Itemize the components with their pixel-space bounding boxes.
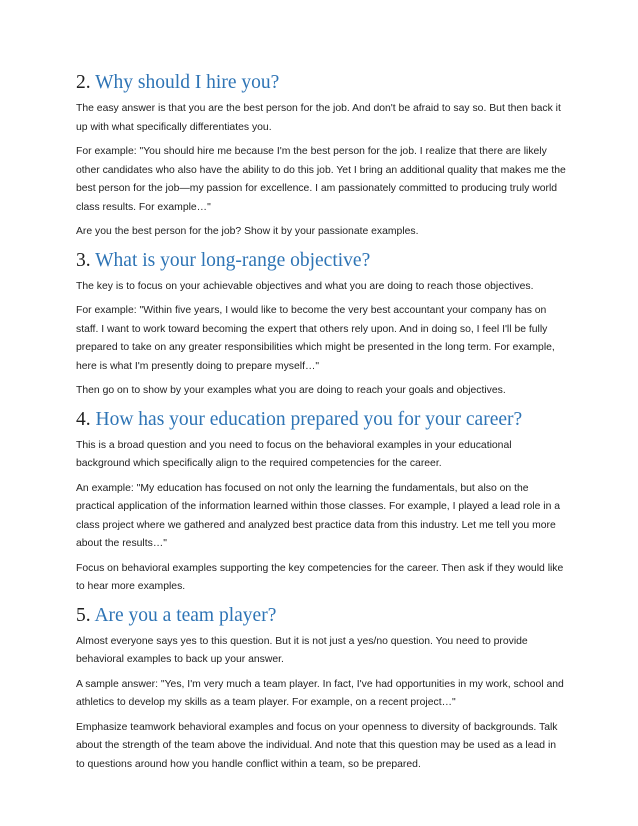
- paragraph: The easy answer is that you are the best person for the job. And don't be afraid to say so. But then back it up with what specifically differentiates you.: [76, 103, 561, 133]
- section-number: 4.: [76, 408, 91, 430]
- section-number: 2.: [76, 72, 91, 93]
- paragraph: An example: "My education has focused on not only the learning the fundamentals, but also on the practical application of the information learned within those classes. For example, I played a lead role in a class project where we gathered and analyzed best practice data from this industry. Let me tell you more about the results…": [76, 482, 561, 549]
- document-page: [76, 70, 566, 780]
- paragraph: This is a broad question and you need to focus on the behavioral examples in your educational background which specifically align to the required competencies for the career.: [76, 439, 512, 469]
- section-number: 5.: [76, 604, 91, 626]
- paragraph: For example: "You should hire me because I'm the best person for the job. I realize that there are likely other candidates who also have the ability to do this job. Yet I bring an additional quality that makes me the best person for the job—my passion for excellence. I am passionately committed to producing truly world class results. For example…": [76, 146, 566, 213]
- section-heading: [76, 248, 566, 274]
- paragraph: A sample answer: "Yes, I'm very much a team player. In fact, I've had opportunities in my work, school and athletics to develop my skills as a team player. For example, on a recent project…": [76, 678, 564, 708]
- section-title: Why should I hire you?: [95, 72, 280, 93]
- section-heading: [76, 603, 566, 629]
- section-5: [76, 603, 566, 775]
- paragraph: Then go on to show by your examples what you are doing to reach your goals and objectives.: [76, 385, 506, 396]
- paragraph: Are you the best person for the job? Show it by your passionate examples.: [76, 226, 419, 237]
- section-title: What is your long-range objective?: [95, 249, 371, 271]
- paragraph: For example: "Within five years, I would like to become the very best accountant your company has on staff. I want to work toward becoming the expert that others rely upon. And in doing so, I feel I'll be fully prepared to take on any greater responsibilities which might be presented in the long term. For example, here is what I'm presently doing to prepare myself…": [76, 305, 555, 372]
- section-heading: [76, 70, 566, 96]
- paragraph: Emphasize teamwork behavioral examples and focus on your openness to diversity of backgrounds. Talk about the strength of the team above the individual. And note that this question may be used as a lead in to questions around how you handle conflict within a team, so be prepared.: [76, 721, 558, 770]
- section-4: [76, 407, 566, 597]
- section-title: Are you a team player?: [94, 604, 277, 626]
- section-number: 3.: [76, 249, 91, 271]
- paragraph: Almost everyone says yes to this question. But it is not just a yes/no question. You need to provide behavioral examples to back up your answer.: [76, 635, 528, 665]
- section-heading: [76, 407, 566, 433]
- section-3: [76, 248, 566, 401]
- section-2: [76, 70, 566, 242]
- paragraph: The key is to focus on your achievable objectives and what you are doing to reach those objectives.: [76, 280, 534, 292]
- section-title: How has your education prepared you for your career?: [95, 408, 523, 430]
- paragraph: Focus on behavioral examples supporting the key competencies for the career. Then ask if they would like to hear more examples.: [76, 562, 564, 592]
